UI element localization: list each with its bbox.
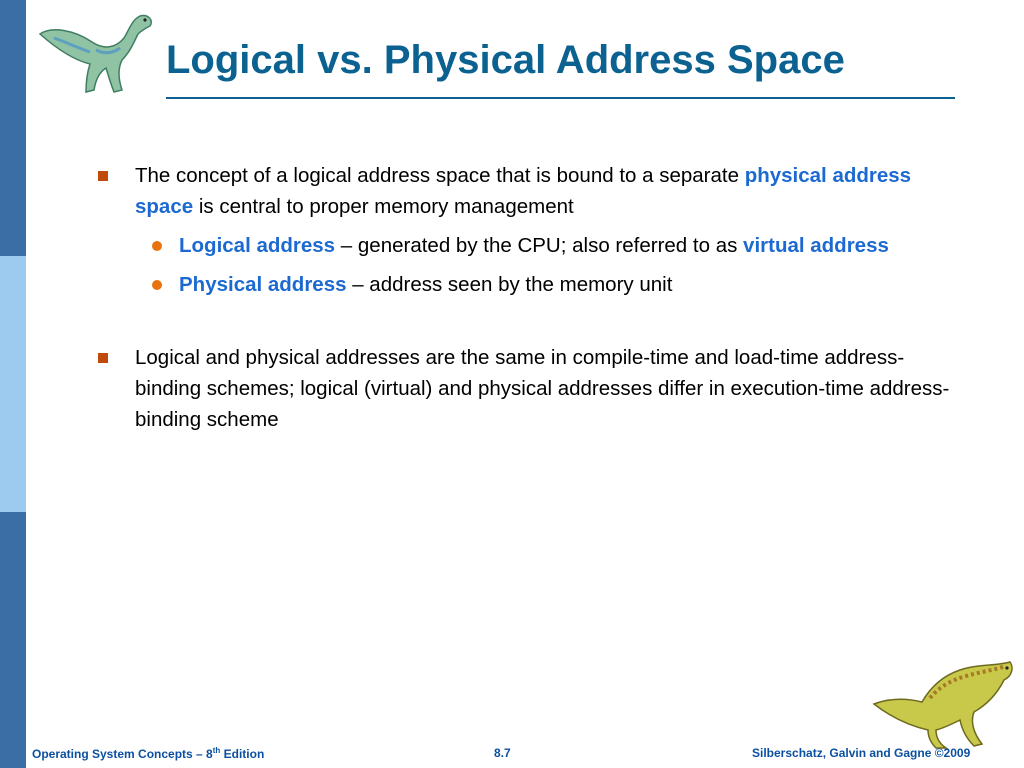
square-bullet-icon bbox=[98, 171, 108, 181]
dinosaur-icon bbox=[34, 8, 156, 98]
term-virtual-address: virtual address bbox=[743, 234, 889, 257]
bullet-item bbox=[96, 342, 956, 435]
sidebar-segment-dark bbox=[0, 512, 26, 768]
title-underline bbox=[166, 97, 955, 99]
term-logical-address: Logical address bbox=[179, 234, 336, 257]
sub-bullet-item bbox=[96, 269, 956, 300]
term-physical-address-space: physical address space bbox=[135, 164, 912, 218]
square-bullet-icon bbox=[98, 353, 108, 363]
bullet-text: is central to proper memory management bbox=[193, 195, 574, 218]
sidebar-segment-dark bbox=[0, 0, 26, 256]
sub-bullet-text: – address seen by the memory unit bbox=[346, 273, 673, 296]
sidebar-segment-light bbox=[0, 256, 26, 512]
footer-page-number: 8.7 bbox=[494, 746, 511, 760]
round-bullet-icon bbox=[152, 280, 162, 290]
bullet-text: Logical and physical addresses are the same in compile-time and load-time address-binding schemes; logical (virtual) and physical addresses differ in execution-time address-binding scheme bbox=[135, 346, 950, 431]
bullet-item bbox=[96, 160, 956, 222]
bullet-text: The concept of a logical address space that is bound to a separate bbox=[135, 164, 745, 187]
term-physical-address: Physical address bbox=[179, 273, 347, 296]
sub-bullet-text: – generated by the CPU; also referred to as bbox=[335, 234, 744, 257]
sub-bullet-item bbox=[96, 230, 956, 261]
slide-title: Logical vs. Physical Address Space bbox=[166, 38, 845, 82]
left-decorative-bar bbox=[0, 0, 26, 768]
dinosaur-icon bbox=[870, 658, 1020, 750]
footer-authors: Silberschatz, Galvin and Gagne ©2009 bbox=[752, 746, 971, 760]
slide-content bbox=[96, 160, 956, 435]
round-bullet-icon bbox=[152, 241, 162, 251]
footer-book-title: Operating System Concepts – 8th Edition bbox=[32, 746, 265, 761]
